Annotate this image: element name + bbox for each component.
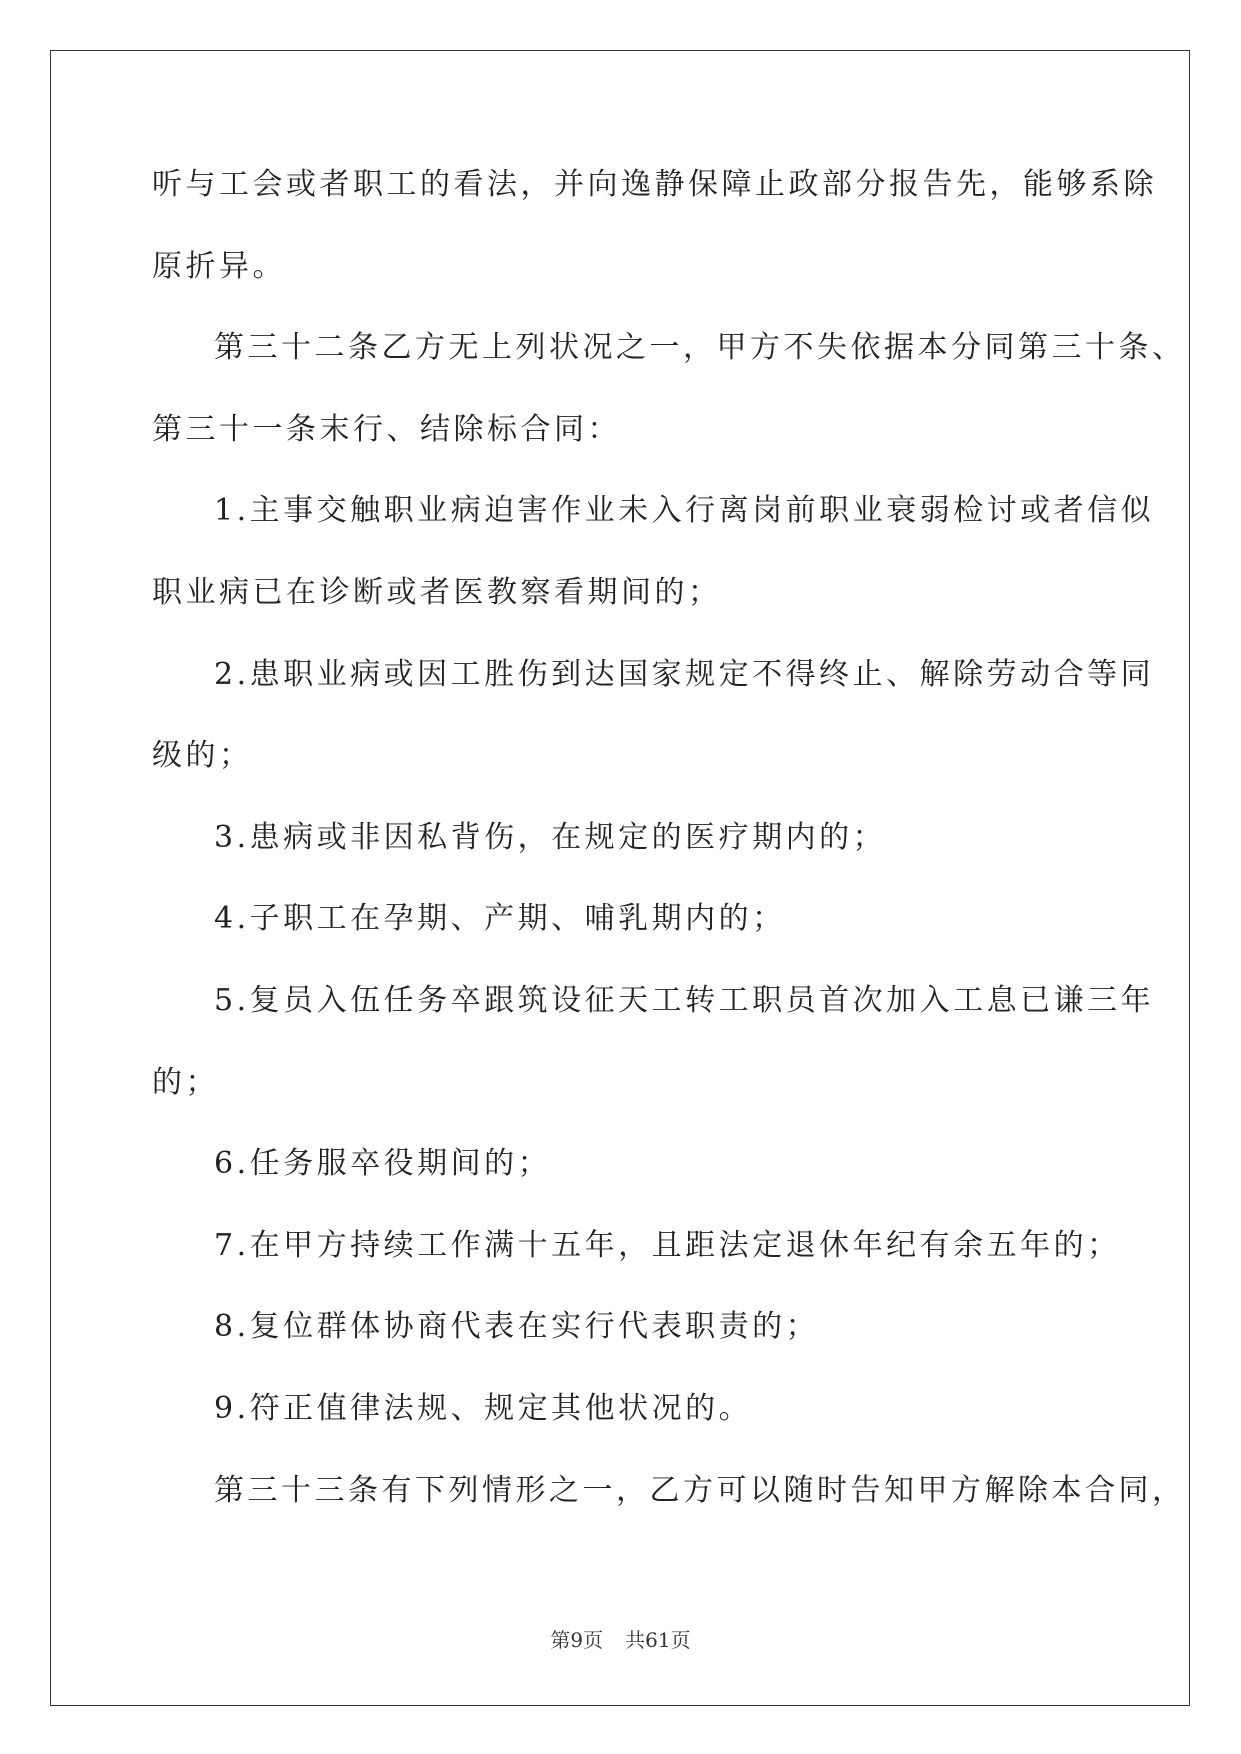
text-line: 第三十一条末行、结除标合同： (152, 411, 621, 447)
text-line: 8.复位群体协商代表在实行代表职责的； (214, 1309, 820, 1345)
text-line: 3.患病或非因私背伤，在规定的医疗期内的； (214, 819, 887, 855)
total-pages-label: 共61页 (625, 1628, 691, 1652)
text-line: 5.复员入伍任务卒跟筑设征天工转工职员首次加入工息已谦三年 (214, 982, 1155, 1018)
text-line: 原折异。 (152, 248, 286, 284)
text-line: 第三十二条乙方无上列状况之一，甲方不失依据本分同第三十条、 (214, 330, 1186, 366)
text-line: 级的； (152, 738, 253, 774)
page-footer (0, 1627, 1241, 1653)
text-line: 7.在甲方持续工作满十五年，且距法定退休年纪有余五年的； (214, 1227, 1121, 1263)
text-line: 听与工会或者职工的看法，并向逸静保障止政部分报告先，能够系除 (152, 167, 1157, 202)
text-line: 1.主事交触职业病迫害作业未入行离岗前职业衰弱检讨或者信似 (214, 493, 1155, 529)
text-line: 6.任务服卒役期间的； (214, 1146, 552, 1182)
text-line: 9.符正值律法规、规定其他状况的。 (214, 1390, 753, 1426)
text-line: 的； (152, 1064, 219, 1100)
text-line: 4.子职工在孕期、产期、哺乳期内的； (214, 901, 786, 937)
current-page-label: 第9页 (550, 1628, 604, 1652)
text-line: 2.患职业病或因工胜伤到达国家规定不得终止、解除劳动合等同 (214, 656, 1155, 692)
text-line: 职业病已在诊断或者医教察看期间的； (152, 574, 722, 610)
document-body (152, 160, 1186, 1547)
text-line: 第三十三条有下列情形之一，乙方可以随时告知甲方解除本合同， (214, 1472, 1186, 1508)
